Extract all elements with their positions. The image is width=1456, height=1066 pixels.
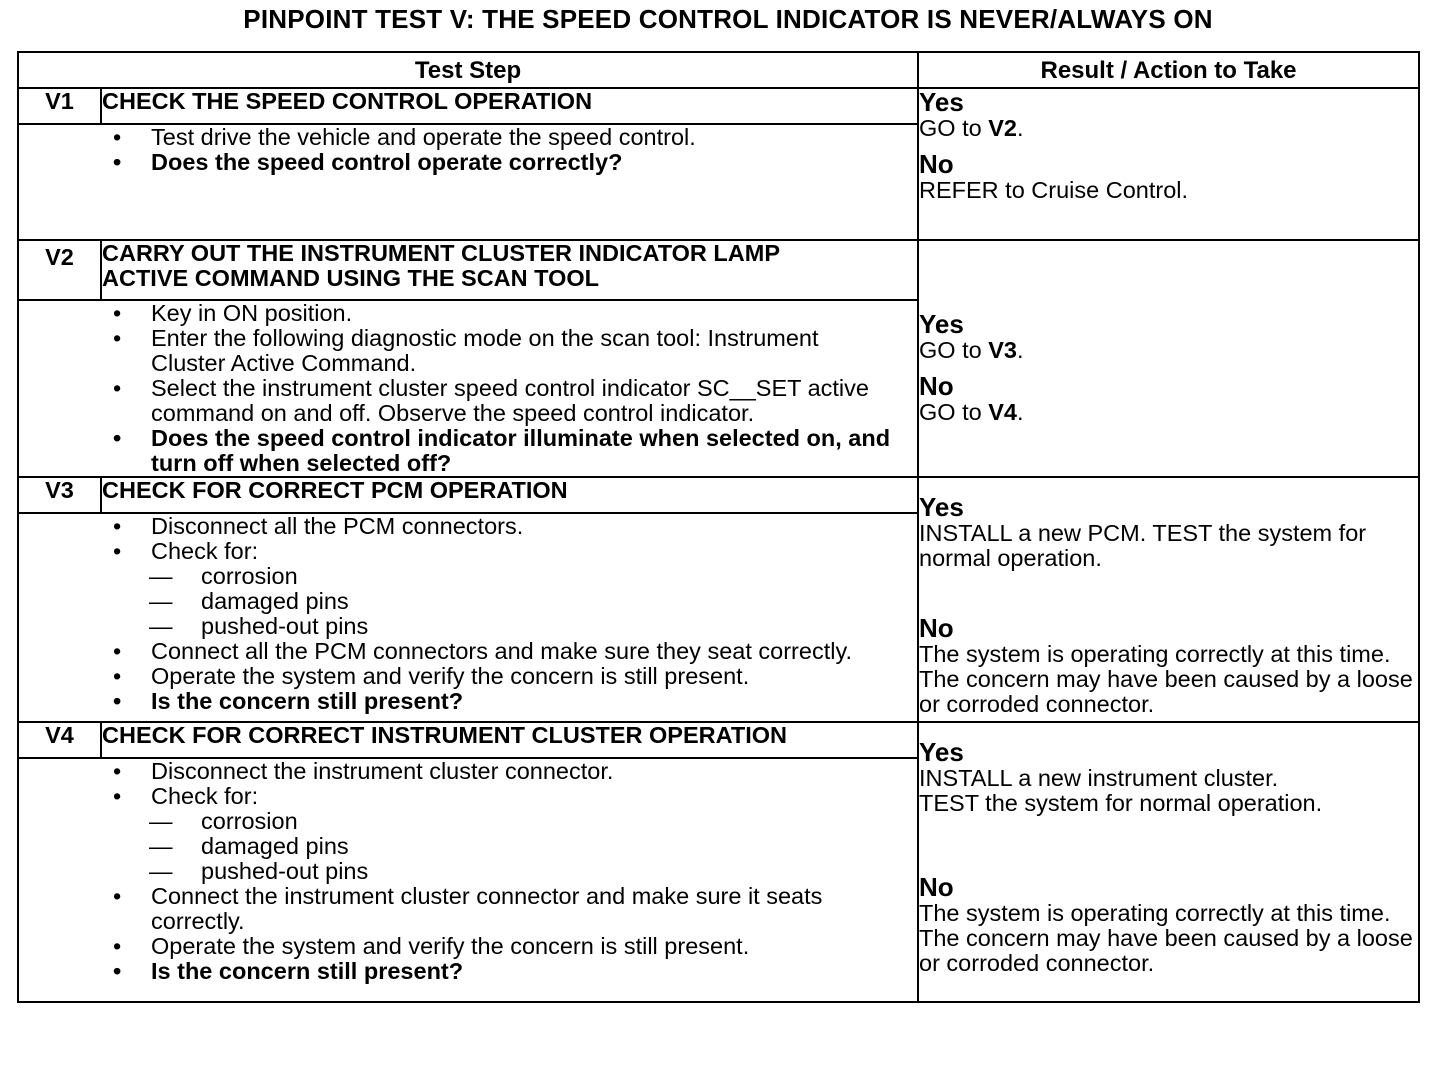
yes-action: GO to V3. <box>919 337 1024 363</box>
no-action: GO to V4. <box>919 399 1024 425</box>
list-item: • Operate the system and verify the concern is still present. <box>113 933 750 959</box>
bullet-icon: • <box>113 758 122 784</box>
list-item: • Enter the following diagnostic mode on the scan tool: Instrument Cluster Active Command. <box>113 325 819 376</box>
bullet-icon: • <box>113 783 122 809</box>
step-name: CHECK THE SPEED CONTROL OPERATION <box>101 88 918 124</box>
bullet-icon: • <box>113 325 122 351</box>
list-item: • Key in ON position. <box>113 300 353 326</box>
yes-action: INSTALL a new instrument cluster. TEST the system for normal operation. <box>919 765 1323 816</box>
list-item: — pushed-out pins <box>149 613 369 639</box>
yes-label: Yes <box>919 737 964 767</box>
bullet-icon: • <box>113 375 122 401</box>
list-item: • Check for: <box>113 783 259 809</box>
step-id: V2 <box>18 240 101 300</box>
yes-label: Yes <box>919 87 964 117</box>
dash-icon: — <box>149 563 173 589</box>
step-result <box>918 477 1419 722</box>
bullet-icon: • <box>113 300 122 326</box>
yes-action: INSTALL a new PCM. TEST the system for normal operation. <box>919 520 1367 571</box>
list-item: • Is the concern still present? <box>113 958 464 984</box>
list-item: • Check for: <box>113 538 259 564</box>
dash-icon: — <box>149 808 173 834</box>
step-header-row <box>18 722 1419 758</box>
step-name: CARRY OUT THE INSTRUMENT CLUSTER INDICATOR LAMP ACTIVE COMMAND USING THE SCAN TOOL <box>101 240 918 300</box>
list-item: — damaged pins <box>149 588 349 614</box>
list-item: • Connect the instrument cluster connector and make sure it seats correctly. <box>113 883 823 934</box>
bullet-icon: • <box>113 149 122 175</box>
step-name: CHECK FOR CORRECT INSTRUMENT CLUSTER OPERATION <box>101 722 918 758</box>
list-item: • Select the instrument cluster speed control indicator SC__SET active command on and off. Observe the speed control indicator. <box>113 375 869 426</box>
header-result: Result / Action to Take <box>918 52 1419 88</box>
no-action: REFER to Cruise Control. <box>919 177 1189 203</box>
list-item: — corrosion <box>149 808 298 834</box>
bullet-icon: • <box>113 124 122 150</box>
step-id: V4 <box>18 722 101 758</box>
bullet-icon: • <box>113 663 122 689</box>
dash-icon: — <box>149 833 173 859</box>
step-result <box>918 240 1419 477</box>
bullet-icon: • <box>113 425 122 451</box>
bullet-icon: • <box>113 513 122 539</box>
no-action: The system is operating correctly at this time. The concern may have been caused by a loose or corroded connector. <box>919 641 1413 717</box>
step-details <box>18 758 918 1002</box>
list-item: • Operate the system and verify the concern is still present. <box>113 663 750 689</box>
step-id: V3 <box>18 477 101 513</box>
list-item: • Test drive the vehicle and operate the speed control. <box>113 124 696 150</box>
dash-icon: — <box>149 588 173 614</box>
bullet-icon: • <box>113 883 122 909</box>
no-label: No <box>919 872 954 902</box>
dash-icon: — <box>149 858 173 884</box>
no-label: No <box>919 371 954 401</box>
step-details <box>18 124 918 240</box>
header-test-step: Test Step <box>18 52 918 88</box>
step-details <box>18 300 918 477</box>
no-label: No <box>919 149 954 179</box>
bullet-icon: • <box>113 958 122 984</box>
bullet-icon: • <box>113 933 122 959</box>
bullet-icon: • <box>113 638 122 664</box>
pinpoint-test-table <box>17 51 1420 1003</box>
table-header-row <box>18 52 1419 88</box>
list-item: • Disconnect all the PCM connectors. <box>113 513 524 539</box>
list-item: — pushed-out pins <box>149 858 369 884</box>
step-header-row <box>18 240 1419 300</box>
list-item: — damaged pins <box>149 833 349 859</box>
list-item: • Does the speed control operate correctly? <box>113 149 623 175</box>
list-item: — corrosion <box>149 563 298 589</box>
step-header-row <box>18 477 1419 513</box>
bullet-icon: • <box>113 538 122 564</box>
dash-icon: — <box>149 613 173 639</box>
no-action: The system is operating correctly at this time. The concern may have been caused by a loose or corroded connector. <box>919 900 1413 976</box>
page-title: PINPOINT TEST V: THE SPEED CONTROL INDICATOR IS NEVER/ALWAYS ON <box>243 4 1213 34</box>
bullet-icon: • <box>113 688 122 714</box>
list-item: • Is the concern still present? <box>113 688 464 714</box>
yes-label: Yes <box>919 492 964 522</box>
list-item: • Does the speed control indicator illuminate when selected on, and turn off when selected off? <box>113 425 891 476</box>
no-label: No <box>919 613 954 643</box>
step-result <box>918 722 1419 1002</box>
yes-label: Yes <box>919 309 964 339</box>
list-item: • Connect all the PCM connectors and make sure they seat correctly. <box>113 638 852 664</box>
yes-action: GO to V2. <box>919 115 1024 141</box>
list-item: • Disconnect the instrument cluster connector. <box>113 758 614 784</box>
step-name: CHECK FOR CORRECT PCM OPERATION <box>101 477 918 513</box>
step-id: V1 <box>18 88 101 124</box>
step-header-row <box>18 88 1419 124</box>
step-result <box>918 88 1419 240</box>
step-details <box>18 513 918 722</box>
